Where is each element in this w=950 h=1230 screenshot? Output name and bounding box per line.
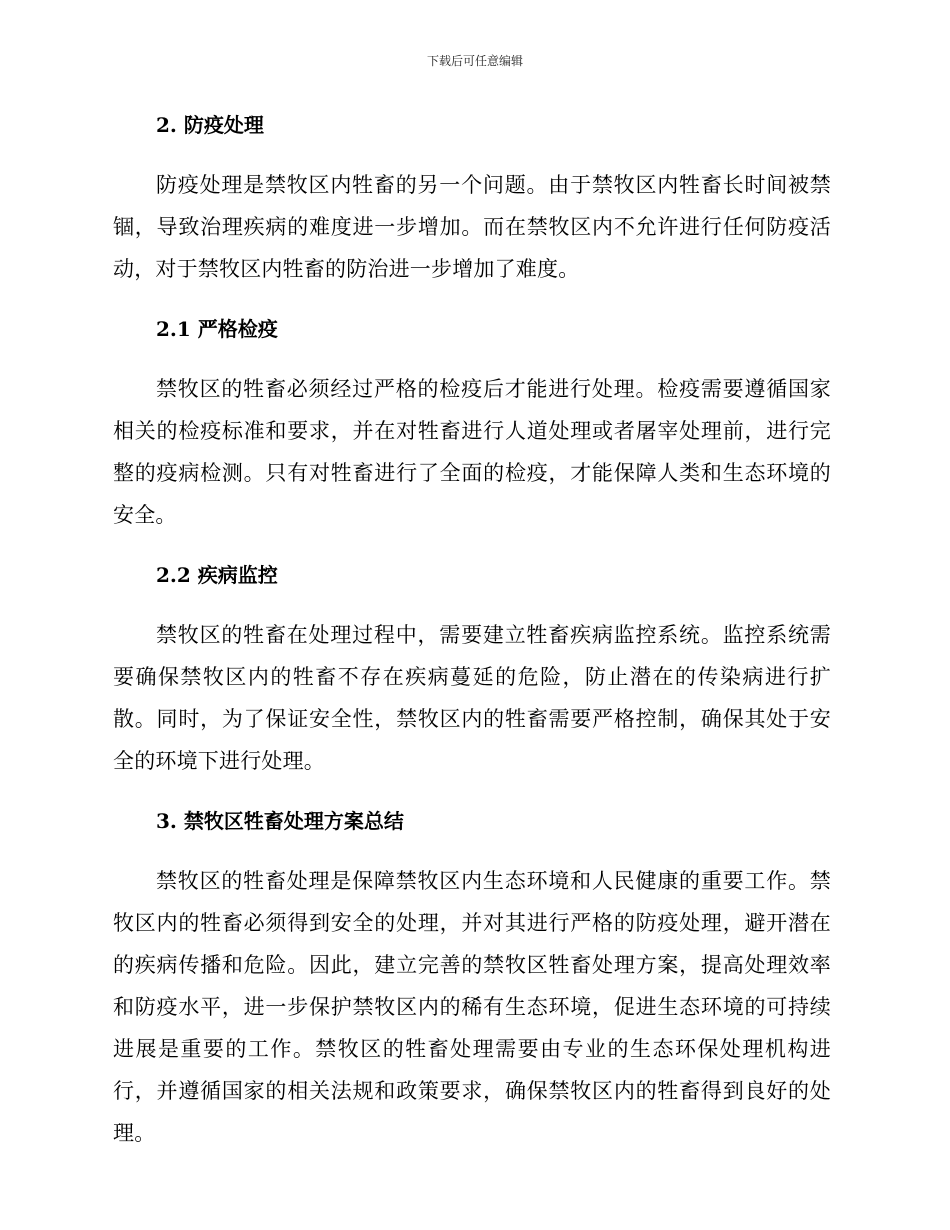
section-paragraph-disease-monitoring: 禁牧区的牲畜在处理过程中，需要建立牲畜疾病监控系统。监控系统需要确保禁牧区内的牲畜不存在疾病蔓延的危险，防止潜在的传染病进行扩散。同时，为了保证安全性，禁牧区内的牲畜需要严格控制，确保其处于安全的环境下进行处理。 — [113, 623, 831, 773]
page-header: 下载后可任意编辑 — [426, 54, 523, 68]
section-heading-disease-monitoring: 2.2 疾病监控 — [156, 563, 278, 587]
section-heading-strict-quarantine: 2.1 严格检疫 — [156, 317, 278, 341]
section-heading-epidemic-prevention: 2. 防疫处理 — [156, 113, 264, 137]
section-heading-summary: 3. 禁牧区牲畜处理方案总结 — [156, 809, 404, 833]
section-paragraph-summary: 禁牧区的牲畜处理是保障禁牧区内生态环境和人民健康的重要工作。禁牧区内的牲畜必须得到安全的处理，并对其进行严格的防疫处理，避开潜在的疾病传播和危险。因此，建立完善的禁牧区牲畜处理方案，提高处理效率和防疫水平，进一步保护禁牧区内的稀有生态环境，促进生态环境的可持续进展是重要的工作。禁牧区的牲畜处理需要由专业的生态环保处理机构进行，并遵循国家的相关法规和政策要求，确保禁牧区内的牲畜得到良好的处理。 — [113, 869, 831, 1145]
section-paragraph-strict-quarantine: 禁牧区的牲畜必须经过严格的检疫后才能进行处理。检疫需要遵循国家相关的检疫标准和要求，并在对牲畜进行人道处理或者屠宰处理前，进行完整的疫病检测。只有对牲畜进行了全面的检疫，才能保障人类和生态环境的安全。 — [113, 377, 831, 527]
document-body — [113, 108, 831, 1176]
section-paragraph-epidemic-prevention: 防疫处理是禁牧区内牲畜的另一个问题。由于禁牧区内牲畜长时间被禁锢，导致治理疾病的难度进一步增加。而在禁牧区内不允许进行任何防疫活动，对于禁牧区内牲畜的防治进一步增加了难度。 — [113, 173, 831, 281]
